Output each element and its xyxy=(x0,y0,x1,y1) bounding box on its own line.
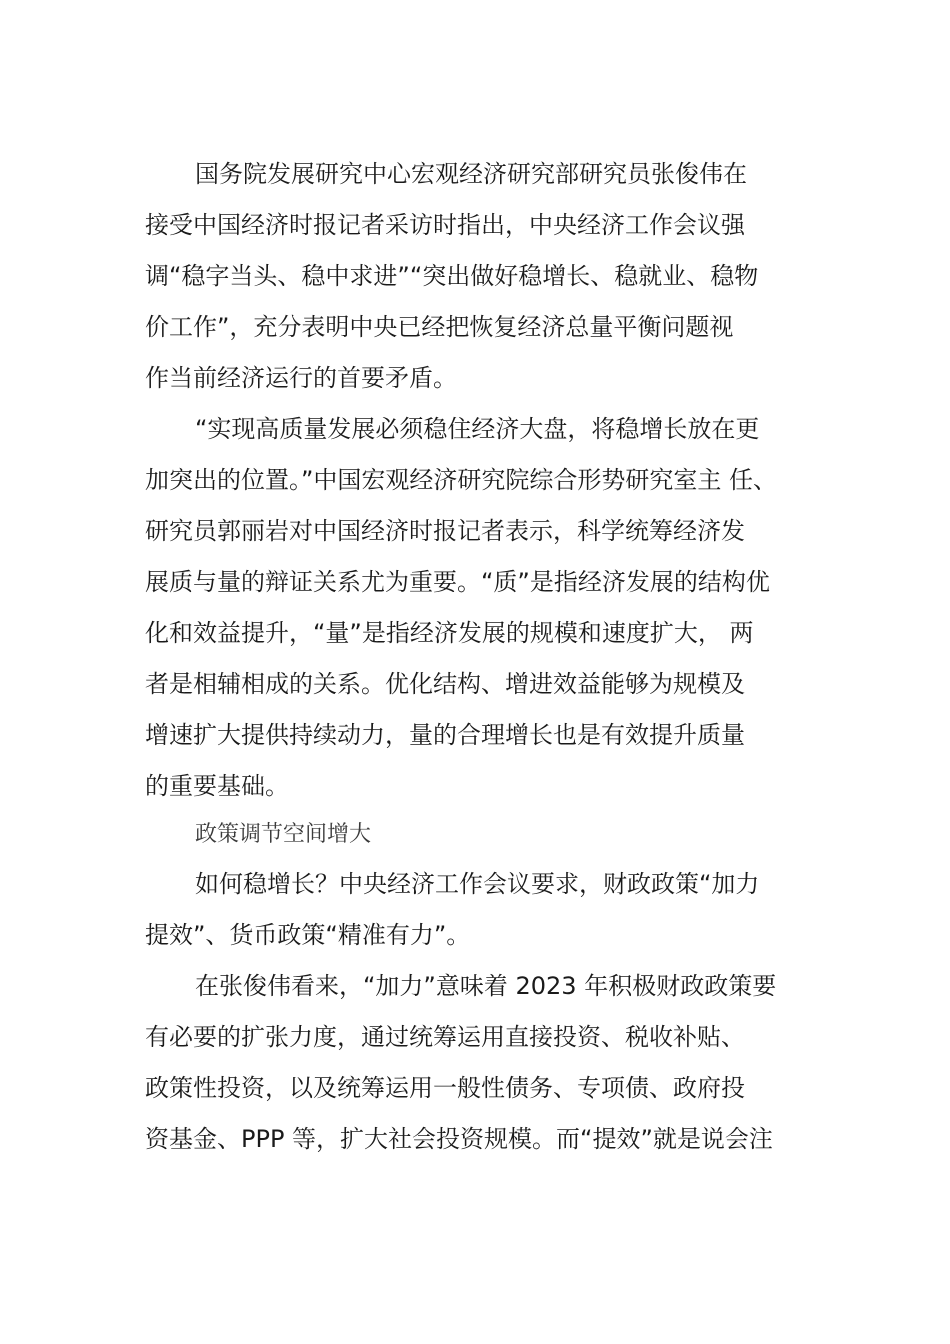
paragraph-1-line-5: 作当前经济运行的首要矛盾。 xyxy=(145,364,457,392)
paragraph-4-line-1: 在张俊伟看来，“加力”意味着 2023 年积极财政政策要 xyxy=(195,972,777,1000)
paragraph-2-line-4: 展质与量的辩证关系尤为重要。“质”是指经济发展的结构优 xyxy=(145,568,770,596)
paragraph-2-line-6: 者是相辅相成的关系。优化结构、增进效益能够为规模及 xyxy=(145,670,745,698)
paragraph-4-line-4: 资基金、PPP 等，扩大社会投资规模。而“提效”就是说会注 xyxy=(145,1125,773,1153)
paragraph-1-line-2: 接受中国经济时报记者采访时指出，中央经济工作会议强 xyxy=(145,211,745,239)
paragraph-4-line-3: 政策性投资，以及统筹运用一般性债务、专项债、政府投 xyxy=(145,1074,745,1102)
paragraph-2-line-8: 的重要基础。 xyxy=(145,772,289,800)
paragraph-2-line-7: 增速扩大提供持续动力，量的合理增长也是有效提升质量 xyxy=(145,721,745,749)
paragraph-1-line-1: 国务院发展研究中心宏观经济研究部研究员张俊伟在 xyxy=(195,160,747,188)
section-heading: 政策调节空间增大 xyxy=(195,822,372,847)
paragraph-3-line-1: 如何稳增长？中央经济工作会议要求，财政政策“加力 xyxy=(195,870,760,898)
paragraph-1-line-3: 调“稳字当头、稳中求进”“突出做好稳增长、稳就业、稳物 xyxy=(145,262,759,290)
paragraph-2-line-2: 加突出的位置。”中国宏观经济研究院综合形势研究室主 任、 xyxy=(145,466,778,494)
paragraph-3-line-2: 提效”、货币政策“精准有力”。 xyxy=(145,921,471,949)
paragraph-2-line-5: 化和效益提升，“量”是指经济发展的规模和速度扩大， 两 xyxy=(145,619,754,647)
paragraph-2-line-1: “实现高质量发展必须稳住经济大盘，将稳增长放在更 xyxy=(195,415,760,443)
paragraph-1-line-4: 价工作”，充分表明中央已经把恢复经济总量平衡问题视 xyxy=(145,313,734,341)
paragraph-4-line-2: 有必要的扩张力度，通过统筹运用直接投资、税收补贴、 xyxy=(145,1023,745,1051)
paragraph-2-line-3: 研究员郭丽岩对中国经济时报记者表示，科学统筹经济发 xyxy=(145,517,745,545)
